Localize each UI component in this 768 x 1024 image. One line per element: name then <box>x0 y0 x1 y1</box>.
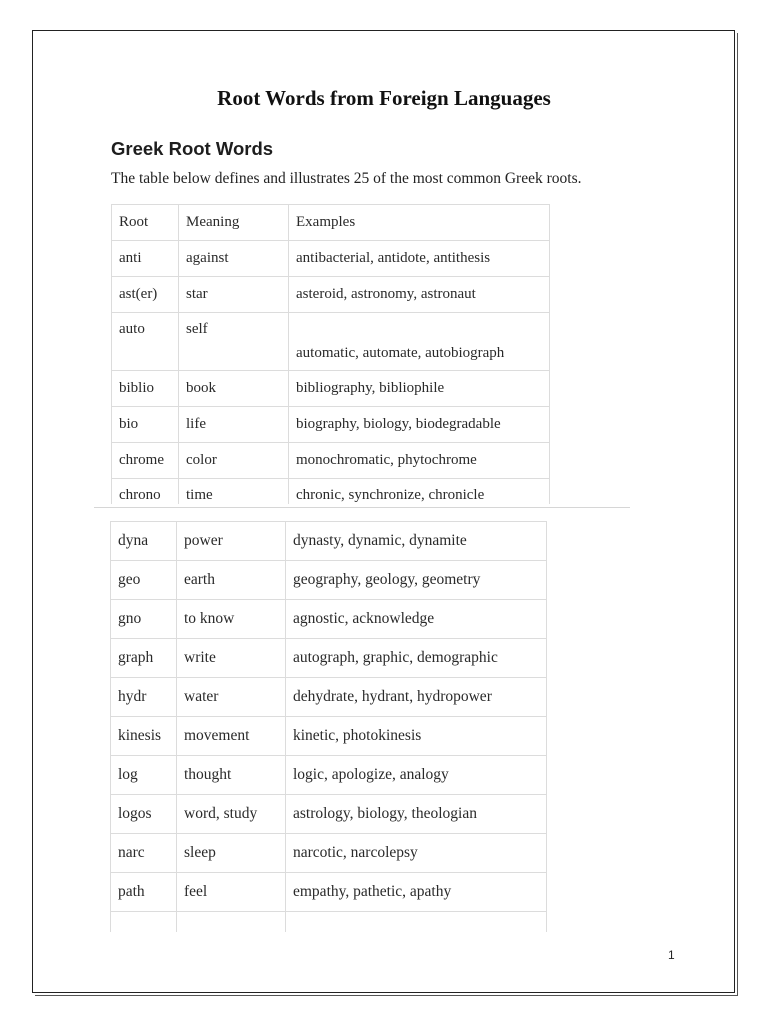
meaning-cell: sleep <box>177 834 286 873</box>
root-cell: dyna <box>111 522 177 561</box>
header-meaning: Meaning <box>179 205 289 241</box>
meaning-cell: write <box>177 639 286 678</box>
table-row <box>111 834 547 873</box>
root-cell: chrome <box>112 443 179 479</box>
intro-paragraph: The table below defines and illustrates 25 of the most common Greek roots. <box>111 170 582 187</box>
examples-cell: kinetic, photokinesis <box>286 717 547 756</box>
meaning-cell: book <box>179 371 289 407</box>
section-heading: Greek Root Words <box>111 138 274 159</box>
root-cell: chrono <box>112 479 179 505</box>
meaning-cell: color <box>179 443 289 479</box>
examples-cell: geography, geology, geometry <box>286 561 547 600</box>
root-cell: bio <box>112 407 179 443</box>
root-cell: ast(er) <box>112 277 179 313</box>
table-row <box>112 407 550 443</box>
examples-cell: biography, biology, biodegradable <box>289 407 550 443</box>
header-examples: Examples <box>289 205 550 241</box>
table-row <box>111 561 547 600</box>
examples-cell: monochromatic, phytochrome <box>289 443 550 479</box>
examples-cell: antibacterial, antidote, antithesis <box>289 241 550 277</box>
table-row <box>112 371 550 407</box>
meaning-cell: water <box>177 678 286 717</box>
greek-roots-table-part2 <box>110 521 547 932</box>
table-row <box>112 313 550 371</box>
greek-roots-table-part1-clip <box>111 204 551 504</box>
table-row <box>112 241 550 277</box>
examples-cell: empathy, pathetic, apathy <box>286 873 547 912</box>
root-cell: path <box>111 873 177 912</box>
meaning-cell: to know <box>177 600 286 639</box>
table-row <box>111 522 547 561</box>
page-number: 1 <box>668 948 675 962</box>
table-row <box>111 795 547 834</box>
meaning-cell: time <box>179 479 289 505</box>
examples-cell: dehydrate, hydrant, hydropower <box>286 678 547 717</box>
examples-cell: dynasty, dynamic, dynamite <box>286 522 547 561</box>
table-row <box>111 639 547 678</box>
examples-cell: narcotic, narcolepsy <box>286 834 547 873</box>
root-cell: kinesis <box>111 717 177 756</box>
root-cell: gno <box>111 600 177 639</box>
table-header-row <box>112 205 550 241</box>
document-title: Root Words from Foreign Languages <box>217 86 551 110</box>
root-cell: anti <box>112 241 179 277</box>
examples-cell: agnostic, acknowledge <box>286 600 547 639</box>
meaning-cell: thought <box>177 756 286 795</box>
table-row <box>112 443 550 479</box>
table-row <box>112 277 550 313</box>
table-row <box>111 717 547 756</box>
meaning-cell: word, study <box>177 795 286 834</box>
root-cell: hydr <box>111 678 177 717</box>
table-row <box>112 479 550 505</box>
meaning-cell: feel <box>177 873 286 912</box>
root-cell: graph <box>111 639 177 678</box>
examples-cell: astrology, biology, theologian <box>286 795 547 834</box>
meaning-cell: star <box>179 277 289 313</box>
meaning-cell: against <box>179 241 289 277</box>
table-row <box>111 756 547 795</box>
meaning-cell: movement <box>177 717 286 756</box>
examples-cell: autograph, graphic, demographic <box>286 639 547 678</box>
page-split-divider <box>94 507 630 508</box>
greek-roots-table-part1 <box>111 204 550 504</box>
root-cell: biblio <box>112 371 179 407</box>
table-row <box>111 600 547 639</box>
meaning-cell: earth <box>177 561 286 600</box>
examples-cell: asteroid, astronomy, astronaut <box>289 277 550 313</box>
table-row <box>111 678 547 717</box>
root-cell: geo <box>111 561 177 600</box>
examples-cell: chronic, synchronize, chronicle <box>289 479 550 505</box>
root-cell: auto <box>112 313 179 371</box>
table-row <box>111 873 547 912</box>
meaning-cell: power <box>177 522 286 561</box>
root-cell: log <box>111 756 177 795</box>
header-root: Root <box>112 205 179 241</box>
table-row-partial <box>111 912 547 932</box>
examples-cell: automatic, automate, autobiograph <box>289 313 550 371</box>
examples-cell: logic, apologize, analogy <box>286 756 547 795</box>
examples-cell: bibliography, bibliophile <box>289 371 550 407</box>
meaning-cell: self <box>179 313 289 371</box>
root-cell: logos <box>111 795 177 834</box>
meaning-cell: life <box>179 407 289 443</box>
root-cell: narc <box>111 834 177 873</box>
